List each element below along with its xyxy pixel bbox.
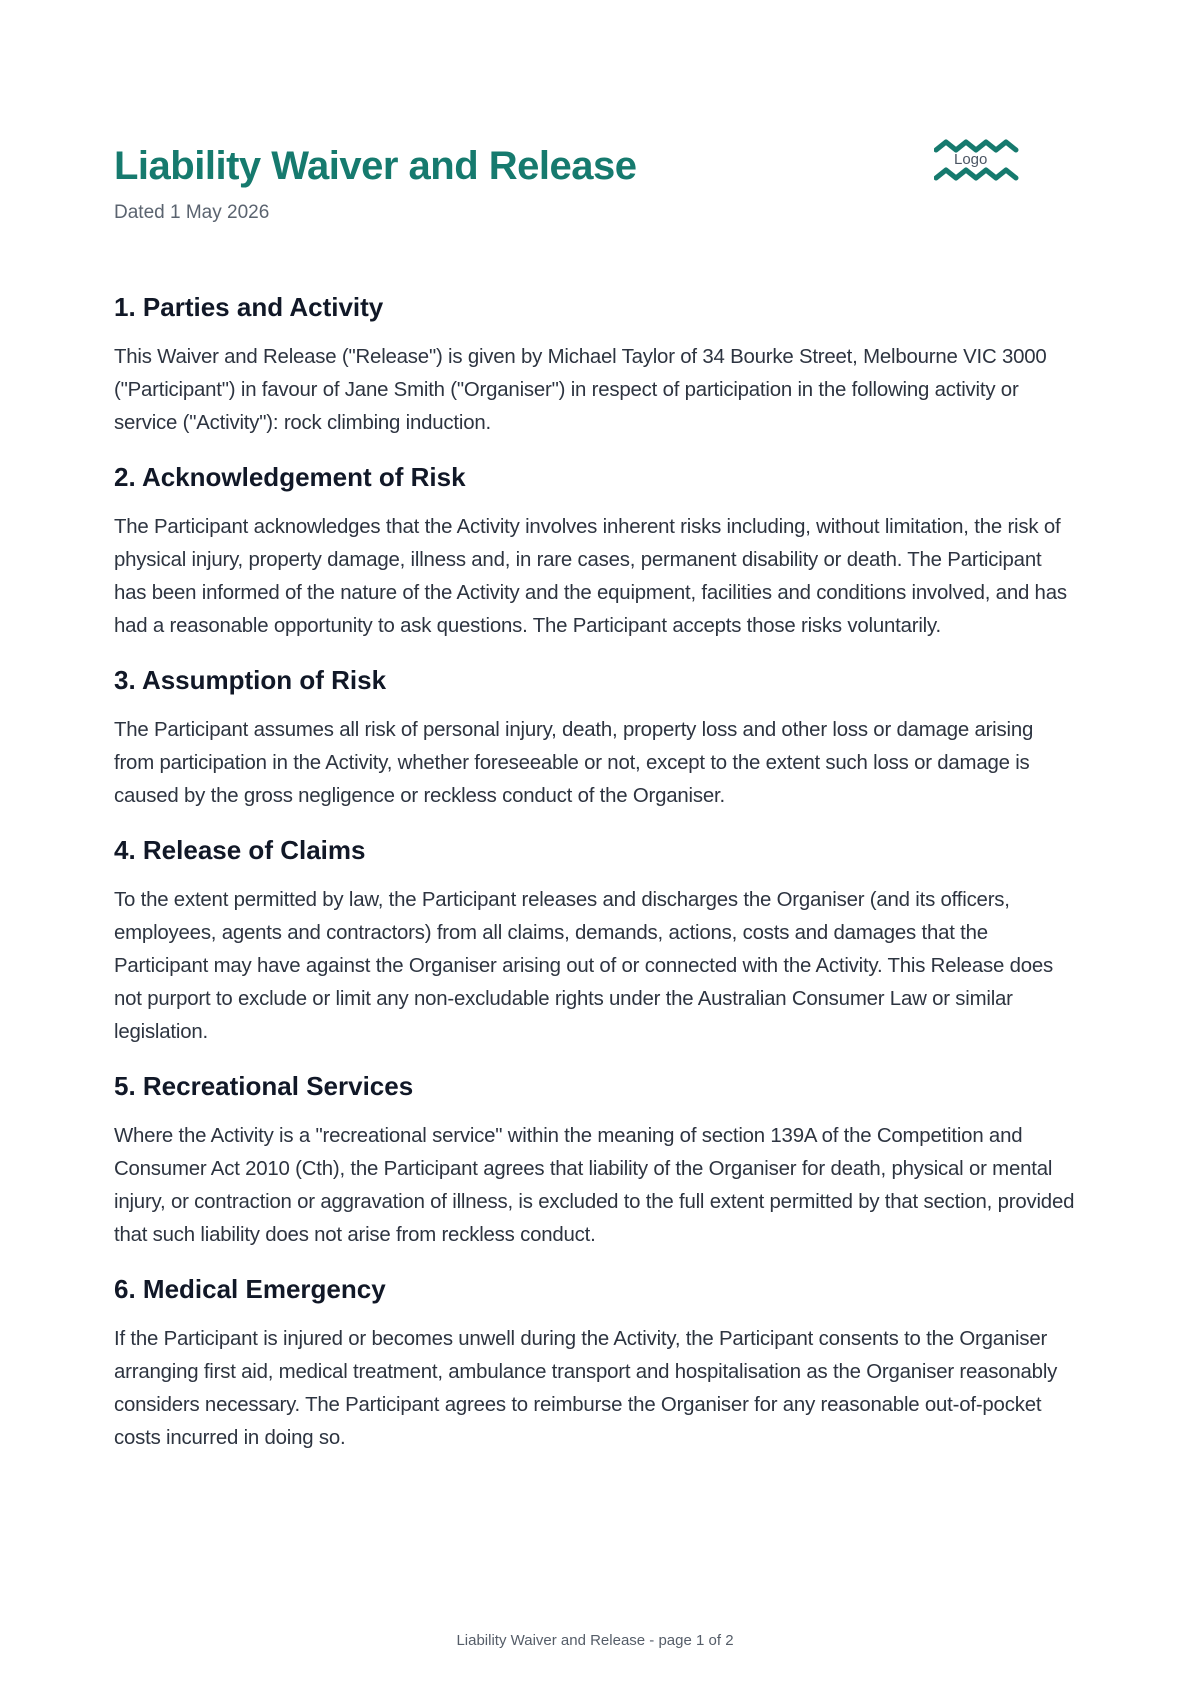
section-heading: 3. Assumption of Risk xyxy=(114,665,387,695)
section-body: To the extent permitted by law, the Participant releases and discharges the Organiser (and its officers, employees, agents and contractors) from all claims, demands, actions, costs and damages that the Participant may have against the Organiser arising out of or connected with the Activity. This Release does not purport to exclude or limit any non-excludable rights under the Australian Consumer Law or similar legislation. xyxy=(114,889,1053,1043)
section-body: If the Participant is injured or becomes unwell during the Activity, the Participant consents to the Organiser arranging first aid, medical treatment, ambulance transport and hospitalisation as the Organiser reasonably considers necessary. The Participant agrees to reimburse the Organiser for any reasonable out-of-pocket costs incurred in doing so. xyxy=(114,1328,1058,1449)
section-recreational-services xyxy=(114,1069,1076,1252)
logo xyxy=(934,136,1022,186)
section-body: The Participant assumes all risk of personal injury, death, property loss and other loss or damage arising from participation in the Activity, whether foreseeable or not, except to the extent such loss or damage is caused by the gross negligence or reckless conduct of the Organiser. xyxy=(114,719,1034,807)
section-heading: 4. Release of Claims xyxy=(114,835,366,865)
logo-text: Logo xyxy=(954,151,988,168)
document-title: Liability Waiver and Release xyxy=(114,144,637,188)
document-body xyxy=(114,290,1076,1475)
section-acknowledgement-of-risk xyxy=(114,460,1076,643)
section-heading: 5. Recreational Services xyxy=(114,1071,414,1101)
section-body: Where the Activity is a "recreational service" within the meaning of section 139A of the Competition and Consumer Act 2010 (Cth), the Participant agrees that liability of the Organiser for death, physical or mental injury, or contraction or aggravation of illness, is excluded to the full extent permitted by that section, provided that such liability does not arise from reckless conduct. xyxy=(114,1125,1075,1246)
section-heading: 2. Acknowledgement of Risk xyxy=(114,462,466,492)
section-assumption-of-risk xyxy=(114,663,1076,813)
section-medical-emergency xyxy=(114,1272,1076,1455)
document-date: Dated 1 May 2026 xyxy=(114,202,270,223)
section-parties-and-activity xyxy=(114,290,1076,440)
page-footer: Liability Waiver and Release - page 1 of 2 xyxy=(456,1632,734,1649)
section-heading: 6. Medical Emergency xyxy=(114,1274,386,1304)
section-heading: 1. Parties and Activity xyxy=(114,292,384,322)
section-release-of-claims xyxy=(114,833,1076,1049)
section-body: This Waiver and Release ("Release") is given by Michael Taylor of 34 Bourke Street, Melbourne VIC 3000 ("Participant") in favour of Jane Smith ("Organiser") in respect of participation in the following activity or service ("Activity"): rock climbing induction. xyxy=(114,346,1047,434)
section-body: The Participant acknowledges that the Activity involves inherent risks including, without limitation, the risk of physical injury, property damage, illness and, in rare cases, permanent disability or death. The Participant has been informed of the nature of the Activity and the equipment, facilities and conditions involved, and has had a reasonable opportunity to ask questions. The Participant accepts those risks voluntarily. xyxy=(114,516,1067,637)
